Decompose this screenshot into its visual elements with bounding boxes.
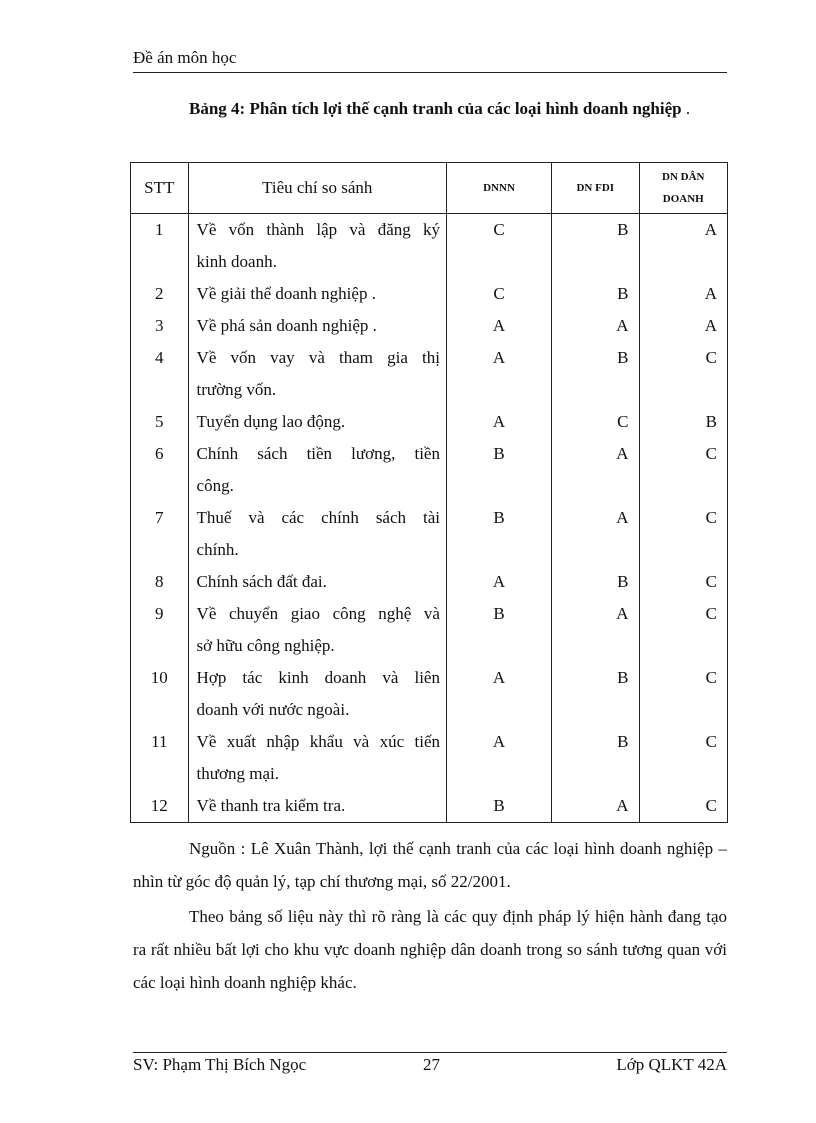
cell-stt: 3 xyxy=(131,310,189,342)
criteria-line: Chính sách tiền lương, tiền xyxy=(196,444,440,463)
cell-dan-doanh: C xyxy=(639,790,727,823)
cell-dan-doanh: B xyxy=(639,406,727,438)
cell-stt: 12 xyxy=(131,790,189,823)
cell-stt: 4 xyxy=(131,342,189,406)
cell-dnnn: C xyxy=(446,214,551,279)
table-row xyxy=(131,566,728,598)
table-row xyxy=(131,790,728,823)
cell-dan-doanh: C xyxy=(639,566,727,598)
page-footer xyxy=(133,1052,727,1078)
criteria-line: Chính sách đất đai. xyxy=(196,572,327,591)
cell-criteria xyxy=(188,278,446,310)
cell-fdi: A xyxy=(552,598,639,662)
cell-fdi: B xyxy=(552,278,639,310)
header-criteria: Tiêu chí so sánh xyxy=(188,163,446,214)
cell-dnnn: B xyxy=(446,598,551,662)
footer-class: Lớp QLKT 42A xyxy=(616,1055,727,1074)
criteria-line: Thuế và các chính sách tài xyxy=(196,508,440,527)
cell-stt: 6 xyxy=(131,438,189,502)
table-row xyxy=(131,726,728,790)
cell-criteria xyxy=(188,662,446,726)
cell-dan-doanh: A xyxy=(639,214,727,279)
header-dan-doanh-line1: DN DÂN xyxy=(662,171,705,183)
criteria-line: kinh doanh. xyxy=(196,252,277,271)
criteria-line: doanh với nước ngoài. xyxy=(196,700,350,719)
header-stt: STT xyxy=(131,163,189,214)
cell-dan-doanh: C xyxy=(639,598,727,662)
criteria-line: chính. xyxy=(196,540,239,559)
table-row xyxy=(131,438,728,502)
cell-criteria xyxy=(188,406,446,438)
cell-dnnn: A xyxy=(446,342,551,406)
table-header-row xyxy=(131,163,728,214)
caption-suffix: . xyxy=(681,99,691,118)
cell-fdi: A xyxy=(552,438,639,502)
footer-page-number: 27 xyxy=(423,1055,440,1074)
table-row xyxy=(131,278,728,310)
cell-stt: 1 xyxy=(131,214,189,279)
cell-dan-doanh: C xyxy=(639,726,727,790)
cell-fdi: B xyxy=(552,342,639,406)
cell-fdi: B xyxy=(552,214,639,279)
header-dnnn: DNNN xyxy=(446,163,551,214)
cell-stt: 10 xyxy=(131,662,189,726)
cell-criteria xyxy=(188,790,446,823)
cell-stt: 7 xyxy=(131,502,189,566)
table-row xyxy=(131,406,728,438)
cell-criteria xyxy=(188,438,446,502)
cell-dan-doanh: C xyxy=(639,438,727,502)
source-note: Nguồn : Lê Xuân Thành, lợi thế cạnh tranh của các loại hình doanh nghiệp –nhìn từ góc độ quản lý, tạp chí thương mại, số 22/2001. xyxy=(133,839,727,891)
cell-fdi: A xyxy=(552,310,639,342)
header-fdi: DN FDI xyxy=(552,163,639,214)
cell-dnnn: B xyxy=(446,502,551,566)
criteria-line: Tuyển dụng lao động. xyxy=(196,412,346,431)
cell-stt: 9 xyxy=(131,598,189,662)
table-row xyxy=(131,214,728,279)
criteria-line: Về vốn thành lập và đăng ký xyxy=(196,220,440,239)
cell-criteria xyxy=(188,342,446,406)
cell-dnnn: B xyxy=(446,438,551,502)
criteria-line: Về thanh tra kiểm tra. xyxy=(196,796,346,815)
cell-stt: 8 xyxy=(131,566,189,598)
page-header xyxy=(133,46,727,73)
cell-stt: 11 xyxy=(131,726,189,790)
body-paragraph: Theo bảng số liệu này thì rõ ràng là các quy định pháp lý hiện hành đang tạo ra rất nhiều bất lợi cho khu vực doanh nghiệp dân doanh trong so sánh tương quan với các loại hình doanh nghiệp khác. xyxy=(133,907,727,992)
cell-criteria xyxy=(188,214,446,279)
cell-dan-doanh: C xyxy=(639,342,727,406)
criteria-line: Về xuất nhập khẩu và xúc tiến xyxy=(196,732,440,751)
criteria-line: thương mại. xyxy=(196,764,279,783)
table-row xyxy=(131,598,728,662)
cell-dnnn: B xyxy=(446,790,551,823)
cell-dnnn: A xyxy=(446,726,551,790)
cell-fdi: B xyxy=(552,726,639,790)
cell-dnnn: A xyxy=(446,662,551,726)
criteria-line: Về vốn vay và tham gia thị xyxy=(196,348,440,367)
table-body xyxy=(131,214,728,823)
cell-criteria xyxy=(188,598,446,662)
header-dan-doanh-line2: DOANH xyxy=(662,193,704,205)
cell-criteria xyxy=(188,566,446,598)
criteria-line: Về chuyển giao công nghệ và xyxy=(196,604,440,623)
cell-criteria xyxy=(188,310,446,342)
cell-dnnn: A xyxy=(446,310,551,342)
cell-criteria xyxy=(188,502,446,566)
cell-fdi: B xyxy=(552,662,639,726)
comparison-table xyxy=(130,162,728,823)
table-row xyxy=(131,342,728,406)
cell-dnnn: A xyxy=(446,406,551,438)
cell-criteria xyxy=(188,726,446,790)
criteria-line: Về phá sản doanh nghiệp . xyxy=(196,316,377,335)
criteria-line: trường vốn. xyxy=(196,380,277,399)
cell-dan-doanh: C xyxy=(639,662,727,726)
criteria-line: Về giải thể doanh nghiệp . xyxy=(196,284,376,303)
cell-dnnn: A xyxy=(446,566,551,598)
cell-stt: 2 xyxy=(131,278,189,310)
table-row xyxy=(131,310,728,342)
cell-fdi: B xyxy=(552,566,639,598)
criteria-line: Hợp tác kinh doanh và liên xyxy=(196,668,440,687)
cell-dan-doanh: A xyxy=(639,278,727,310)
cell-fdi: A xyxy=(552,790,639,823)
criteria-line: sở hữu công nghiệp. xyxy=(196,636,335,655)
cell-dan-doanh: A xyxy=(639,310,727,342)
header-title: Đề án môn học xyxy=(133,48,237,67)
cell-fdi: C xyxy=(552,406,639,438)
table-caption xyxy=(133,92,727,125)
table-row xyxy=(131,502,728,566)
cell-stt: 5 xyxy=(131,406,189,438)
caption-text: Bảng 4: Phân tích lợi thế cạnh tranh của các loại hình doanh nghiệp xyxy=(189,99,682,118)
cell-fdi: A xyxy=(552,502,639,566)
criteria-line: công. xyxy=(196,476,234,495)
table-row xyxy=(131,662,728,726)
cell-dan-doanh: C xyxy=(639,502,727,566)
cell-dnnn: C xyxy=(446,278,551,310)
footer-student: SV: Phạm Thị Bích Ngọc xyxy=(133,1055,307,1074)
header-dan-doanh xyxy=(639,163,727,214)
